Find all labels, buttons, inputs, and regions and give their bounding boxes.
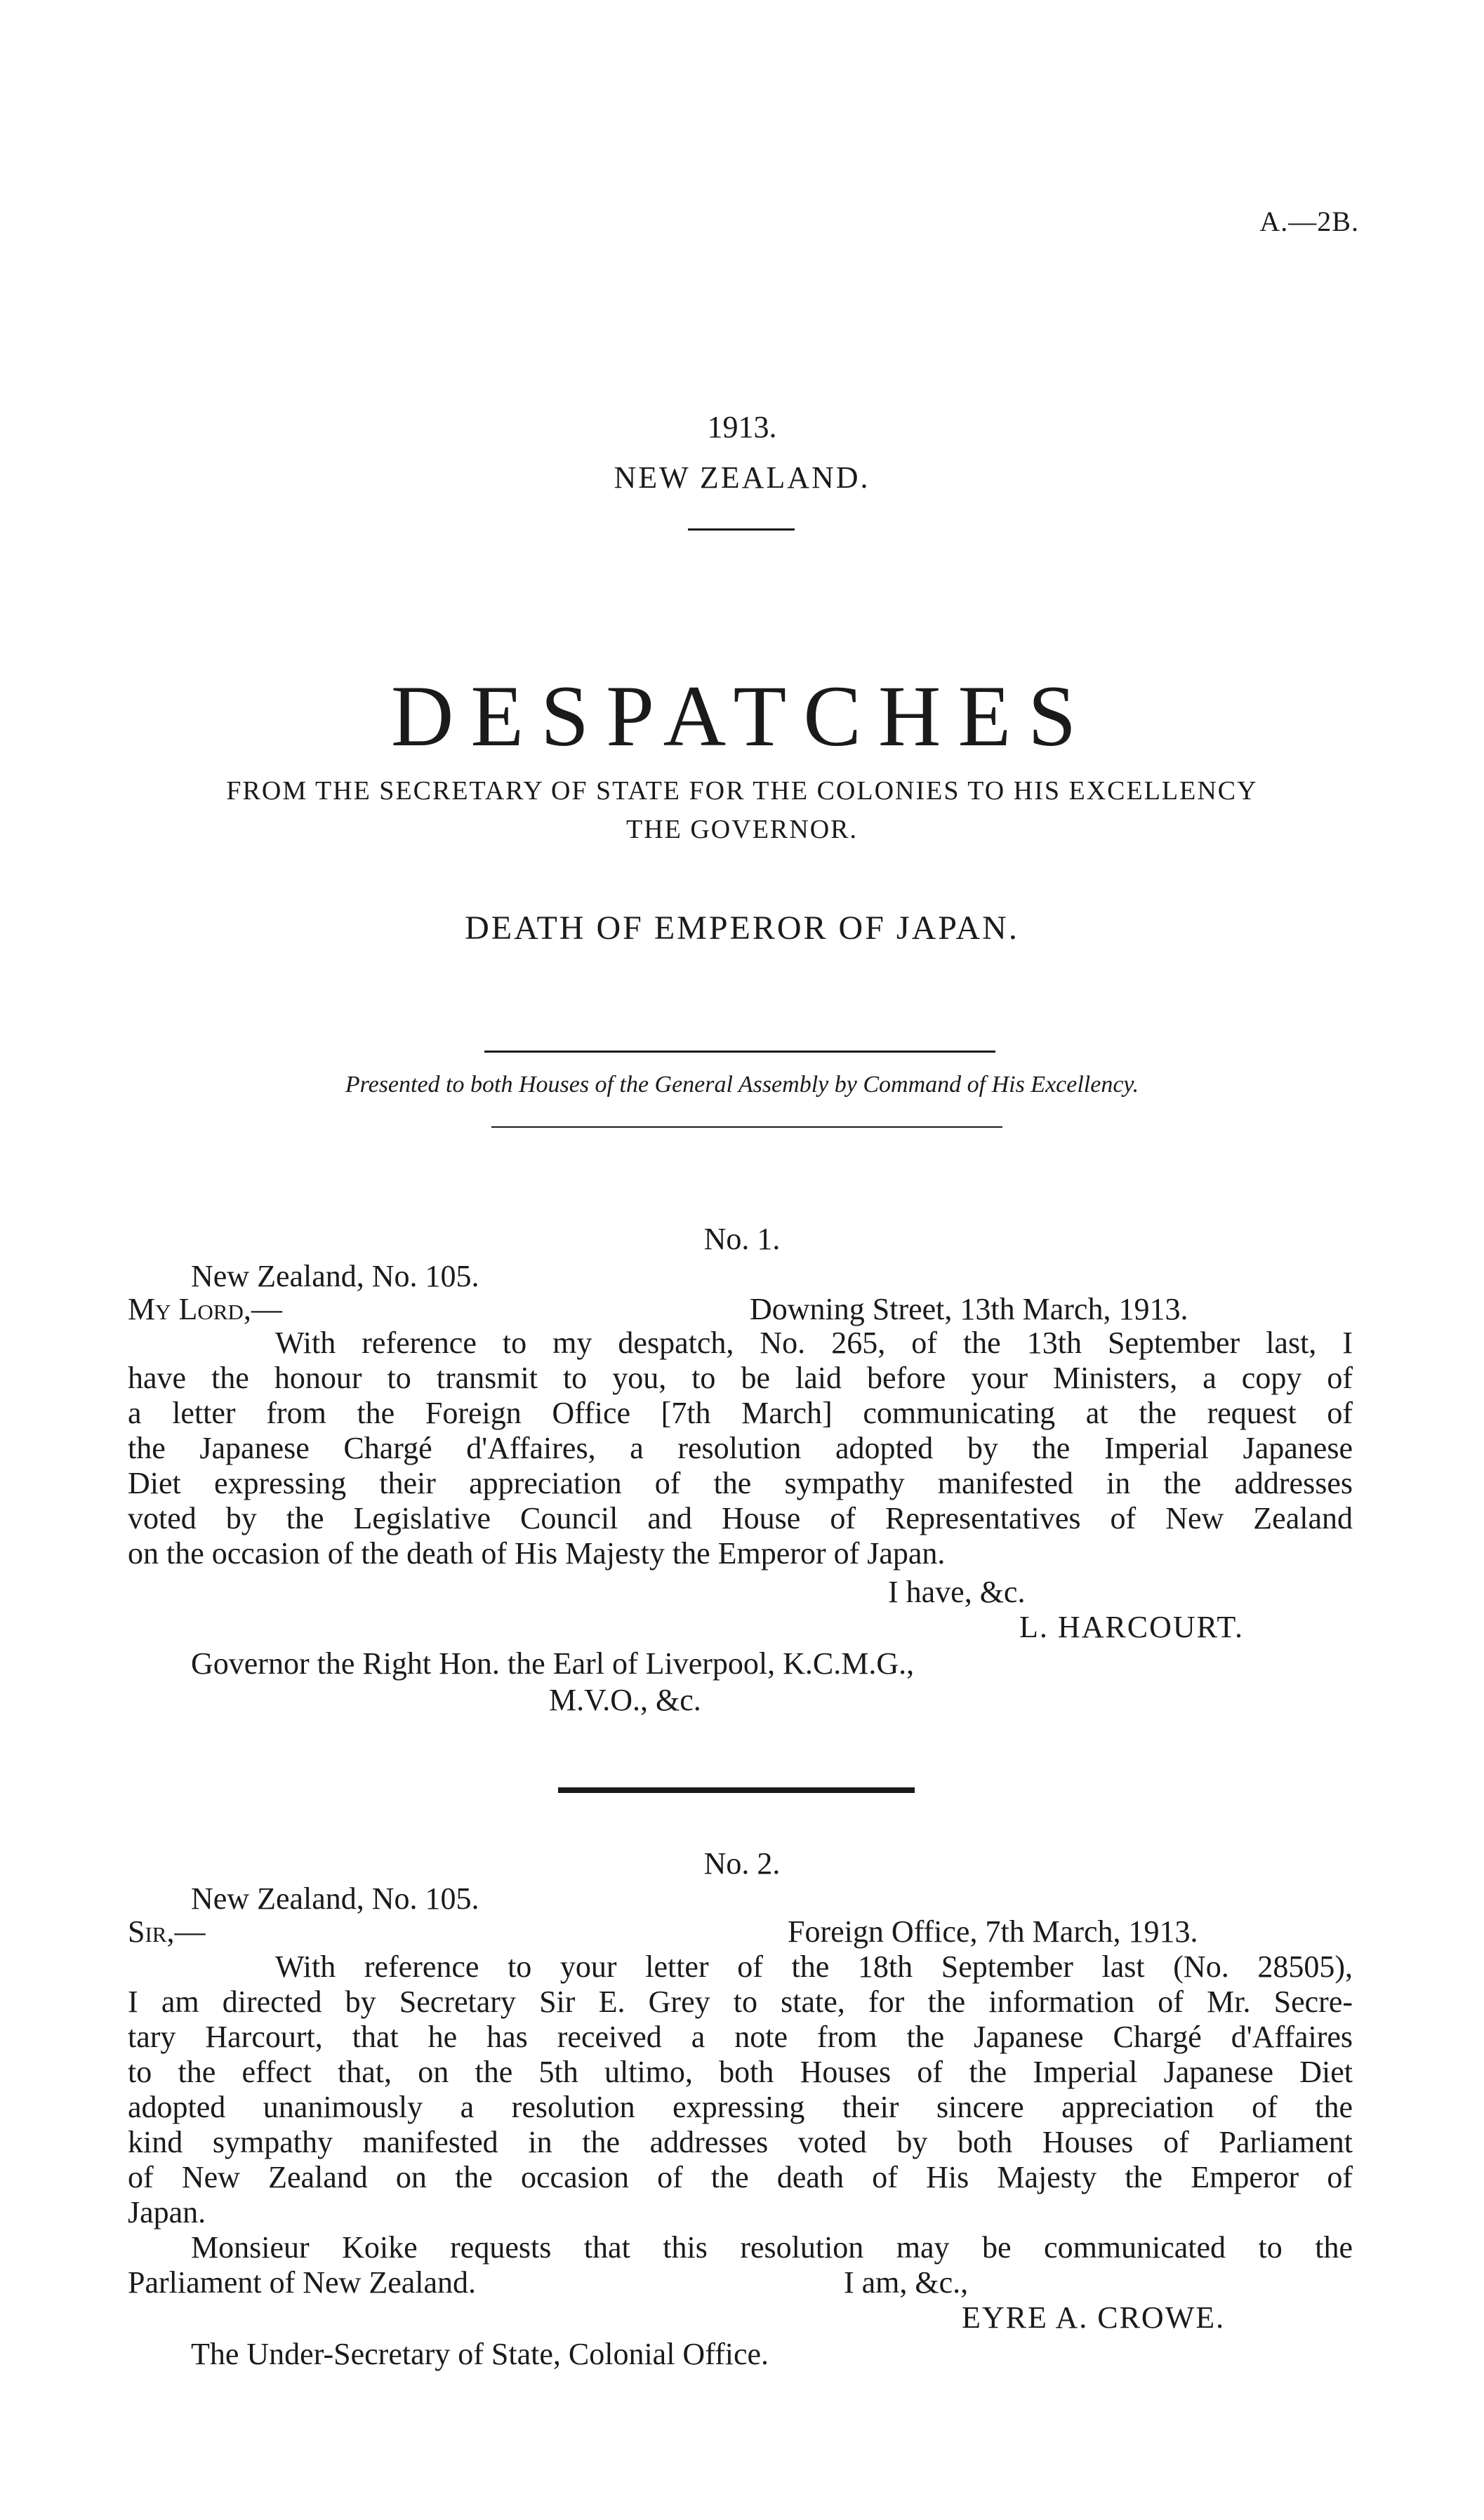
despatch-2-body-line: of New Zealand on the occasion of the death of His Majesty the Emperor of [128, 2160, 1353, 2194]
despatch-2-body-line: adopted unanimously a resolution expressing their sincere appreciation of the [128, 2090, 1353, 2124]
despatch-1-body-line: a letter from the Foreign Office [7th March] communicating at the request of [128, 1396, 1353, 1430]
despatch-2-reference: New Zealand, No. 105. [191, 1881, 479, 1916]
despatch-2-number: No. 2. [703, 1846, 781, 1881]
despatch-1-body-line: With reference to my despatch, No. 265, of the 13th September last, I [275, 1326, 1353, 1360]
despatch-2-body-line: I am directed by Secretary Sir E. Grey to state, for the information of Mr. Secre- [128, 1985, 1353, 2019]
despatch-1-body-line: Diet expressing their appreciation of the sympathy manifested in the addresses [128, 1466, 1353, 1500]
despatch-2-body-line: With reference to your letter of the 18th September last (No. 28505), [275, 1949, 1353, 1984]
despatch-1-salutation: My Lord,— [128, 1292, 282, 1326]
subtitle-line-1: FROM THE SECRETARY OF STATE FOR THE COLONIES TO HIS EXCELLENCY [226, 776, 1258, 806]
despatch-1-addressee-line-1: Governor the Right Hon. the Earl of Liverpool, K.C.M.G., [191, 1646, 915, 1681]
subtitle-line-2: THE GOVERNOR. [626, 815, 858, 844]
despatch-1-place-date: Downing Street, 13th March, 1913. [750, 1292, 1188, 1326]
despatch-1-body-line: have the honour to transmit to you, to be laid before your Ministers, a copy of [128, 1361, 1353, 1395]
divider-between-despatches [558, 1787, 915, 1793]
despatch-2-addressee: The Under-Secretary of State, Colonial Office. [191, 2337, 769, 2371]
despatch-1-body-line: on the occasion of the death of His Majesty the Emperor of Japan. [128, 1536, 946, 1571]
despatch-1-body-line: the Japanese Chargé d'Affaires, a resolution adopted by the Imperial Japanese [128, 1431, 1353, 1465]
document-year: 1913. [707, 410, 777, 444]
page-title: DESPATCHES [390, 668, 1094, 764]
divider-above-presented [484, 1051, 995, 1053]
despatch-1-signature: L. HARCOURT. [1019, 1610, 1244, 1644]
despatch-2-signature: EYRE A. CROWE. [962, 2300, 1226, 2335]
despatch-2-body-line: Japan. [128, 2195, 206, 2229]
despatch-2-paragraph-2-line-2: Parliament of New Zealand. [128, 2265, 477, 2300]
despatch-1-addressee-line-2: M.V.O., &c. [549, 1683, 701, 1717]
document-topic: DEATH OF EMPEROR OF JAPAN. [465, 909, 1019, 947]
divider-below-presented [491, 1126, 1002, 1128]
despatch-2-body-line: kind sympathy manifested in the addresses voted by both Houses of Parliament [128, 2125, 1353, 2159]
despatch-1-closing: I have, &c. [888, 1575, 1026, 1609]
despatch-1-number: No. 1. [703, 1222, 781, 1256]
despatch-1-body-line: voted by the Legislative Council and House of Representatives of New Zealand [128, 1501, 1353, 1535]
despatch-2-body-line: tary Harcourt, that he has received a note from the Japanese Chargé d'Affaires [128, 2020, 1353, 2054]
despatch-1-reference: New Zealand, No. 105. [191, 1259, 479, 1293]
presentation-note: Presented to both Houses of the General Assembly by Command of His Excellency. [345, 1072, 1139, 1098]
despatch-2-body-line: to the effect that, on the 5th ultimo, both Houses of the Imperial Japanese Diet [128, 2055, 1353, 2089]
despatch-2-place-date: Foreign Office, 7th March, 1913. [788, 1914, 1198, 1949]
document-reference-code: A.—2B. [1259, 206, 1359, 237]
document-country: NEW ZEALAND. [614, 460, 870, 495]
despatch-2-closing: I am, &c., [844, 2265, 969, 2300]
despatch-2-paragraph-2-line-1: Monsieur Koike requests that this resolution may be communicated to the [191, 2230, 1353, 2265]
despatch-2-salutation: Sir,— [128, 1914, 206, 1949]
divider-short [688, 528, 795, 531]
